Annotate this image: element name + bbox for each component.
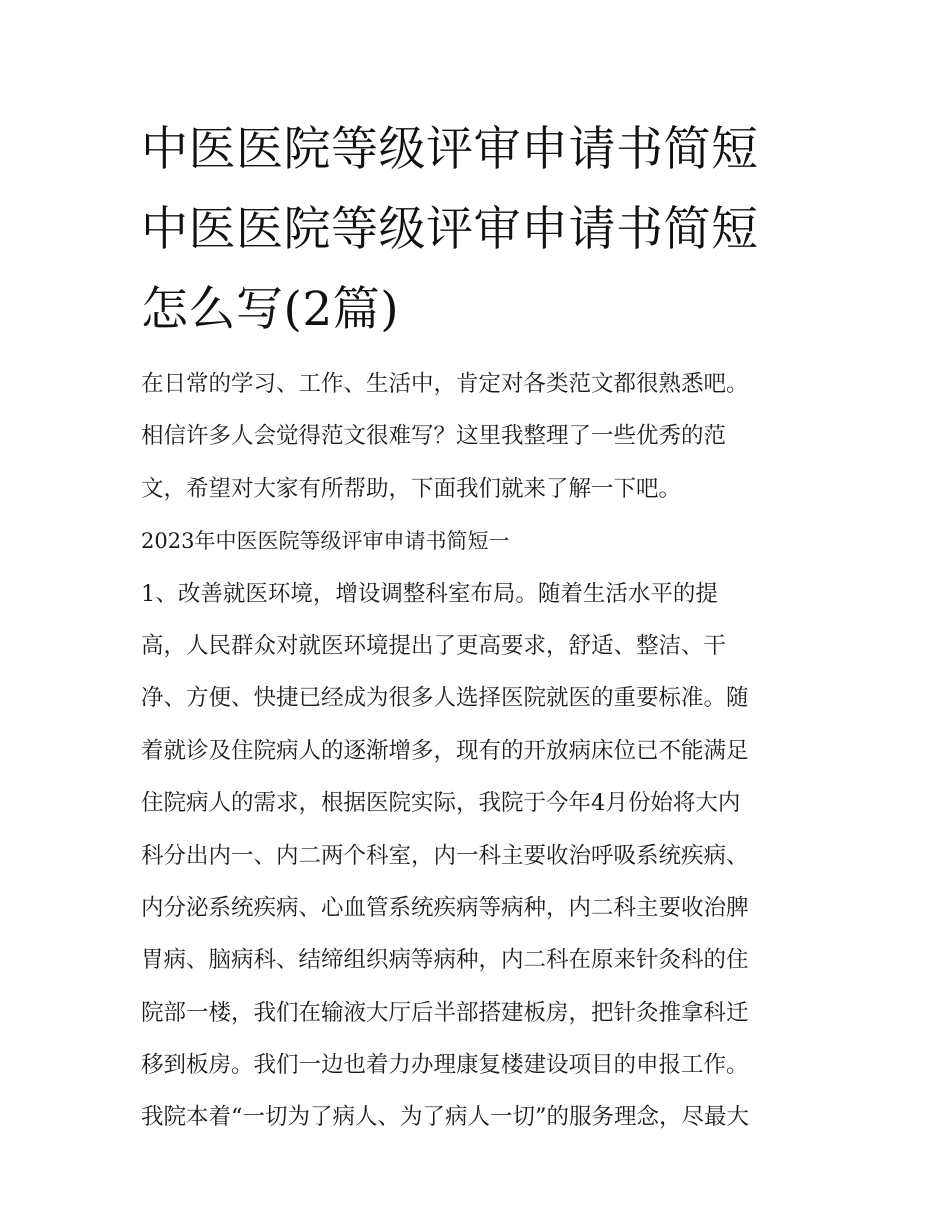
body-line-9: 院部一楼，我们在输液大厅后半部搭建板房，把针灸推拿科迁 [141,999,749,1026]
title-line-1: 中医医院等级评审申请书简短 [141,122,759,177]
body-line-8: 胃病、脑病科、结缔组织病等病种，内二科在原来针灸科的住 [141,947,749,974]
intro-line-1: 在日常的学习、工作、生活中，肯定对各类范文都很熟悉吧。 [141,371,749,397]
body-line-5: 住院病人的需求，根据医院实际，我院于今年4月份始将大内 [141,790,741,817]
title-line-2: 中医医院等级评审申请书简短 [141,202,759,257]
body-line-6: 科分出内一、内二两个科室，内一科主要收治呼吸系统疾病、 [141,842,749,869]
body-line-1: 1、改善就医环境，增设调整科室布局。随着生活水平的提 [141,580,718,607]
body-line-7: 内分泌系统疾病、心血管系统疾病等病种，内二科主要收治脾 [141,894,749,921]
title-line-3: 怎么写(2篇) [141,282,400,337]
section-heading: 2023年中医医院等级评审申请书简短一 [141,529,510,554]
body-line-4: 着就诊及住院病人的逐渐增多，现有的开放病床位已不能满足 [141,737,749,764]
body-line-11: 我院本着“一切为了病人、为了病人一切”的服务理念，尽最大 [141,1104,750,1131]
body-line-3: 净、方便、快捷已经成为很多人选择医院就医的重要标准。随 [141,685,749,712]
intro-line-3: 文，希望对大家有所帮助，下面我们就来了解一下吧。 [141,475,682,502]
intro-line-2: 相信许多人会觉得范文很难写？这里我整理了一些优秀的范 [141,423,727,450]
document-body [141,358,821,1144]
body-line-10: 移到板房。我们一边也着力办理康复楼建设项目的申报工作。 [141,1052,749,1079]
document-title [141,110,861,350]
body-line-2: 高，人民群众对就医环境提出了更高要求，舒适、整洁、干 [141,632,727,659]
